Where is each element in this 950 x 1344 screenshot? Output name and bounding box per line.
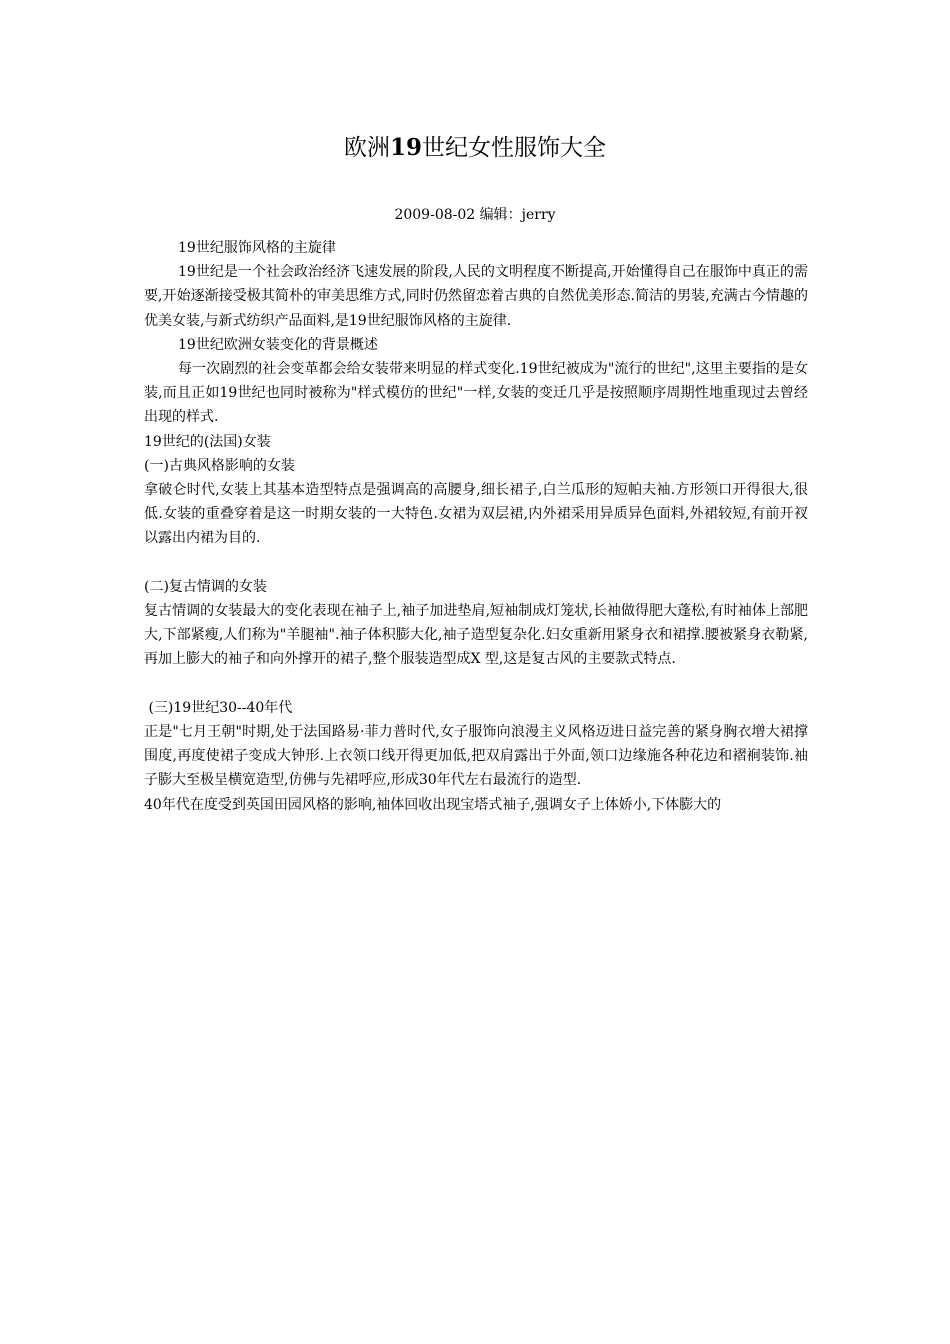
paragraph-retro: 复古情调的女装最大的变化表现在袖子上,袖子加进垫肩,短袖制成灯笼状,长袖做得肥大蓬松,有时袖体上部肥大,下部紧瘦,人们称为"羊腿袖".袖子体积膨大化,袖子造型复杂化.妇女重新用紧身衣和裙撑.腰被紧身衣勒紧,再加上膨大的袖子和向外撑开的裙子,整个服装造型成X 型,这是复古风的主要款式特点. — [144, 603, 808, 668]
title-number: 19 — [389, 134, 422, 161]
section-heading-french: 19世纪的(法国)女装 — [144, 433, 271, 450]
paragraph-classical: 拿破仑时代,女装上其基本造型特点是强调高的高腰身,细长裙子,白兰瓜形的短帕夫袖.方形领口开得很大,很低.女装的重叠穿着是这一时期女装的一大特色.女裙为双层裙,内外裙采用异质异色面料,外裙较短,有前开衩以露出内裙为目的. — [144, 482, 808, 547]
paragraph-background: 每一次剧烈的社会变革都会给女装带来明显的样式变化.19世纪被成为"流行的世纪",这里主要指的是女装,而且正如19世纪也同时被称为"样式模仿的世纪"一样,女装的变迁几乎是按照顺序周期性地重现过去曾经出现的样式. — [144, 361, 808, 426]
paragraph-1840s: 40年代在度受到英国田园风格的影响,袖体回收出现宝塔式袖子,强调女子上体娇小,下体膨大的 — [144, 796, 722, 813]
document-title — [0, 131, 950, 165]
blank-line — [144, 672, 808, 696]
subheading-retro: (二)复古情调的女装 — [144, 578, 267, 595]
paragraph-1830s: 正是"七月王朝"时期,处于法国路易·菲力普时代,女子服饰向浪漫主义风格迈进日益完善的紧身胸衣增大裙撑围度,再度使裙子变成大钟形.上衣领口线开得更加低,把双肩露出于外面,领口边缘施各种花边和褶裥装饰.袖子膨大至极呈横宽造型,仿佛与先裙呼应,形成30年代左右最流行的造型. — [144, 724, 808, 789]
subheading-1830s: (三)19世纪30--40年代 — [144, 699, 293, 716]
date-editor-line: 2009-08-02 编辑：jerry — [394, 207, 556, 223]
title-prefix: 欧洲 — [343, 135, 390, 161]
subheading-classical: (一)古典风格影响的女装 — [144, 457, 295, 474]
blank-line — [144, 551, 808, 575]
title-suffix: 世纪女性服饰大全 — [422, 135, 606, 161]
section-heading-background: 19世纪欧洲女装变化的背景概述 — [178, 336, 378, 353]
section-heading-style: 19世纪服饰风格的主旋律 — [178, 240, 336, 256]
article-body — [144, 236, 808, 817]
paragraph-style: 19世纪是一个社会政治经济飞速发展的阶段,人民的文明程度不断提高,开始懂得自己在服饰中真正的需要,开始逐渐接受极其简朴的审美思维方式,同时仍然留恋着古典的自然优美形态.简洁的男装,充满古今情趣的优美女装,与新式纺织产品面料,是19世纪服饰风格的主旋律. — [144, 264, 808, 329]
